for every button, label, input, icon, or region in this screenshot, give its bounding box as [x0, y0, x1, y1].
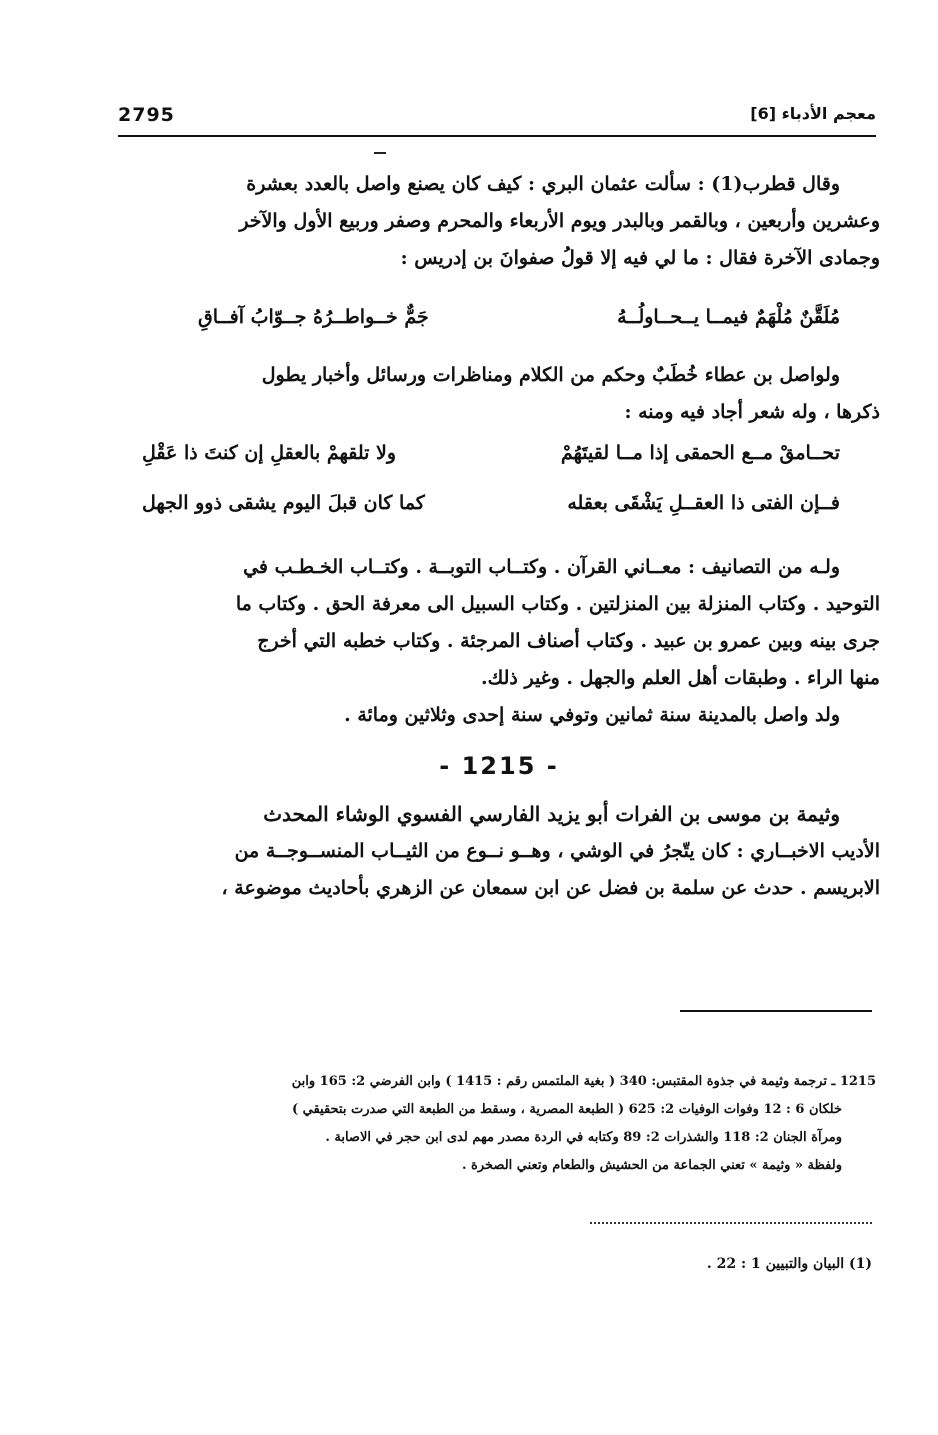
text-line: ذكرها ، وله شعر أجاد فيه ومنه :	[624, 401, 880, 423]
footnotes	[118, 1068, 876, 1180]
footnote-line: ولفظة « وثيمة » تعني الجماعة من الحشيش والطعام وتعني الصخرة .	[462, 1158, 842, 1173]
spacer	[118, 339, 880, 357]
text-line: ولـه من التصانيف : معــاني القرآن . وكتــاب التوبــة . وكتــاب الخـطـب في	[243, 556, 840, 578]
verse-hemistich-left: جَمٌّ خــواطــرُهُ جــوّابُ آفــاقِ	[198, 306, 429, 328]
footnote-rule	[680, 1010, 872, 1012]
spacer	[118, 277, 880, 295]
footnote-line: خلكان 6 : 12 وفوات الوفيات 2: 625 ( الطبعة المصرية ، وسقط من الطبعة التي صدرت بتحقيقي )	[291, 1102, 842, 1117]
text-line: وقال قطرب(1) : سألت عثمان البري : كيف كان يصنع واصل بالعدد بعشرة	[246, 173, 840, 195]
text-line: وعشرين وأربعين ، وبالقمر وبالبدر ويوم الأربعاء والمحرم وصفر وربيع الأول والآخر	[239, 210, 880, 232]
footnote-line: 1215 ـ ترجمة وثيمة في جذوة المقتبس: 340 ( بغية الملتمس رقم : 1415 ) وابن الفرضي 2: 165 وابن	[291, 1074, 876, 1089]
ornament-tick	[374, 152, 386, 154]
spacer	[118, 531, 880, 549]
text-line: جرى بينه وبين عمرو بن عبيد . وكتاب أصناف المرجئة . وكتاب خطبه التي أخرج	[257, 630, 880, 652]
footnote-1: (1) البيان والتبيين 1 : 22 .	[706, 1256, 872, 1272]
text-line: منها الراء . وطبقات أهل العلم والجهل . وغير ذلك.	[480, 667, 880, 689]
verse-hemistich-right: تحــامقْ مــع الحمقى إذا مــا لقيتَهُمْ	[560, 442, 840, 464]
entry-number: - 1215 -	[439, 752, 559, 780]
verse-hemistich-left: كما كان قبلَ اليوم يشقى ذوو الجهل	[142, 492, 425, 514]
footnote-line: ومرآة الجنان 2: 118 والشذرات 2: 89 وكتابه في الردة مصدر مهم لدى ابن حجر في الاصابة .	[325, 1130, 842, 1145]
text-line: الابريسم . حدث عن سلمة بن فضل عن ابن سمعان عن الزهري بأحاديث موضوعة ،	[221, 877, 880, 899]
verse-line	[118, 481, 880, 531]
verse-line	[118, 431, 880, 481]
text-line: ولد واصل بالمدينة سنة ثمانين وتوفي سنة إحدى وثلاثين ومائة .	[344, 704, 840, 726]
verse-hemistich-right: مُلَقَّنٌ مُلْهَمٌ فيمــا يــحــاولُــهُ	[617, 306, 840, 328]
verse-hemistich-right: فــإن الفتى ذا العقــلِ يَشْقَى بعقله	[567, 492, 840, 514]
text-line: ولواصل بن عطاء خُطَبٌ وحكم من الكلام ومناظرات ورسائل وأخبار يطول	[261, 364, 840, 386]
text-line: التوحيد . وكتاب المنزلة بين المنزلتين . وكتاب السبيل الى معرفة الحق . وكتاب ما	[235, 593, 880, 615]
verse-hemistich-left: ولا تلقهمْ بالعقلِ إن كنتَ ذا عَقْلِ	[142, 442, 397, 464]
dotted-separator	[590, 1222, 872, 1224]
running-title: معجم الأدباء [6]	[750, 104, 876, 123]
text-line: الأديب الاخبــاري : كان يتّجرُ في الوشي ، وهــو نــوع من الثيــاب المنســوجــة من	[234, 840, 880, 862]
main-text	[118, 166, 880, 907]
text-line: وجمادى الآخرة فقال : ما لي فيه إلا قولُ صفوانَ بن إدريس :	[400, 247, 880, 269]
header-rule	[118, 135, 876, 137]
page-number: 2795	[118, 104, 175, 126]
page-header	[118, 96, 876, 136]
verse-line	[118, 295, 880, 339]
entry-heading-line: وثيمة بن موسى بن الفرات أبو يزيد الفارسي الفسوي الوشاء المحدث	[263, 802, 840, 826]
